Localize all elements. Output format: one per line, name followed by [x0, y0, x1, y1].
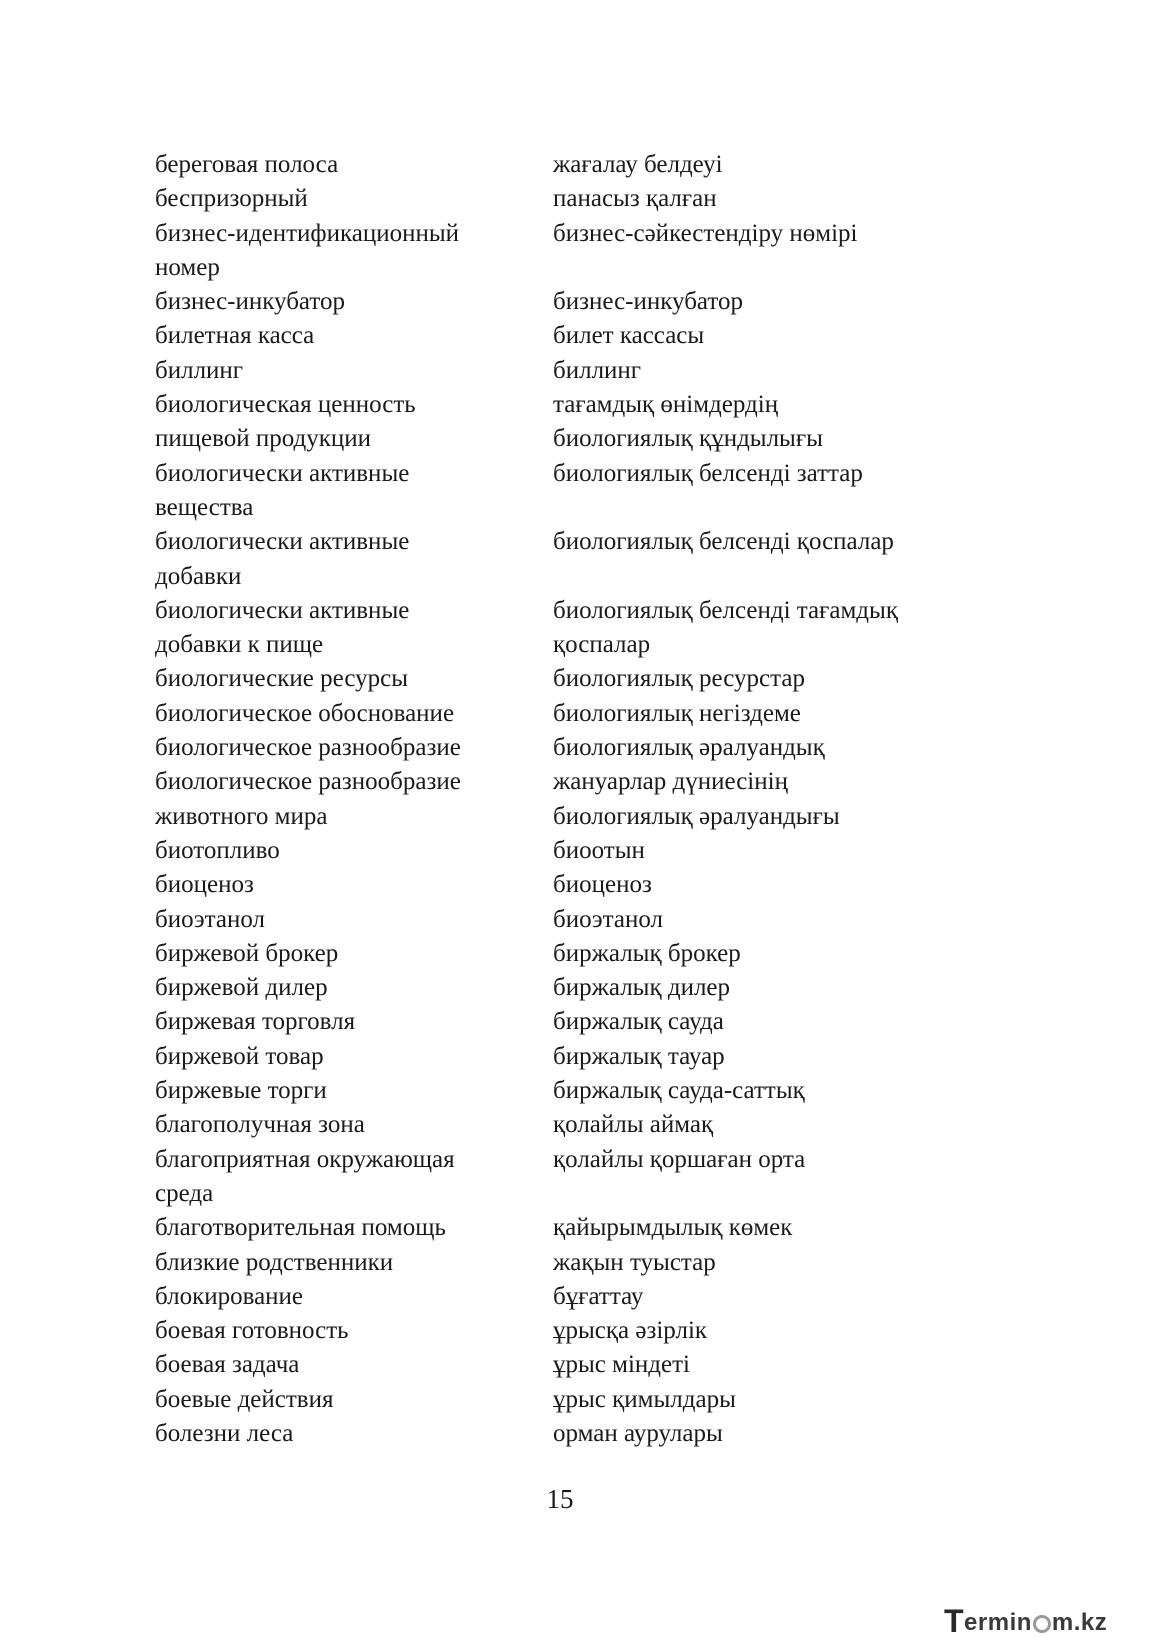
glossary-entry [155, 1348, 975, 1382]
glossary-entry [155, 525, 975, 594]
glossary-entry [155, 971, 975, 1005]
glossary-entry [155, 1417, 975, 1451]
term-russian: боевая готовность [155, 1317, 349, 1345]
term-kazakh: ұрыс міндеті [553, 1351, 690, 1379]
term-kazakh: биржалық сауда [553, 1008, 724, 1036]
watermark-lead-letter: T [944, 1603, 965, 1639]
glossary-entry [155, 765, 975, 834]
glossary-entry [155, 1005, 975, 1039]
term-kazakh: бизнес-инкубатор [553, 288, 743, 316]
term-russian: билетная касса [155, 322, 315, 350]
glossary-entry [155, 182, 975, 216]
glossary-entry [155, 1040, 975, 1074]
glossary-entry [155, 868, 975, 902]
glossary-entry [155, 594, 975, 663]
term-kazakh: биологиялық негіздеме [553, 699, 801, 727]
term-russian: биологическое разнообразие животного мира [155, 768, 461, 830]
term-kazakh: қайырымдылық көмек [553, 1214, 793, 1242]
glossary-entry [155, 1280, 975, 1314]
term-kazakh: биоотын [553, 836, 645, 864]
glossary-entry [155, 354, 975, 388]
term-kazakh: биологиялық белсенді тағамдық қоспалар [553, 596, 898, 659]
glossary-entry [155, 1074, 975, 1108]
term-russian: благотворительная помощь [155, 1214, 446, 1242]
term-russian: биологическое обоснование [155, 699, 455, 727]
term-russian: биржевая торговля [155, 1008, 356, 1036]
term-russian: биологическая ценность пищевой продукции [155, 391, 416, 453]
glossary-entry [155, 1314, 975, 1348]
term-russian: боевая задача [155, 1351, 300, 1379]
page-number: 15 [546, 1484, 574, 1514]
term-russian: береговая полоса [155, 151, 339, 178]
term-kazakh: жақын туыстар [553, 1248, 716, 1276]
term-kazakh: билет кассасы [553, 322, 705, 350]
glossary-entry [155, 217, 975, 286]
term-russian: беспризорный [155, 185, 308, 213]
term-russian: бизнес-идентификационный номер [155, 219, 460, 281]
term-russian: биологически активные добавки [155, 528, 410, 590]
glossary-entry [155, 319, 975, 353]
term-russian: биоэтанол [155, 905, 265, 933]
term-kazakh: биологиялық әралуандық [553, 734, 825, 762]
glossary-entry [155, 1383, 975, 1417]
term-russian: бизнес-инкубатор [155, 288, 345, 316]
term-kazakh: қолайлы қоршаған орта [553, 1145, 806, 1173]
glossary-entry [155, 1246, 975, 1280]
term-kazakh: ұрысқа әзірлік [553, 1317, 708, 1345]
glossary-entry [155, 148, 975, 182]
term-russian: биоценоз [155, 871, 254, 899]
glossary-entry [155, 285, 975, 319]
term-kazakh: биржалық тауар [553, 1042, 725, 1070]
term-russian: биологически активные добавки к пище [155, 596, 410, 659]
term-kazakh: биологиялық белсенді заттар [553, 459, 863, 487]
term-kazakh: биоэтанол [553, 905, 663, 933]
term-russian: биологическое разнообразие [155, 734, 461, 762]
term-russian: биллинг [155, 356, 244, 384]
term-russian: боевые действия [155, 1385, 334, 1413]
term-kazakh: бизнес-сәйкестендіру нөмірі [553, 219, 858, 247]
term-russian: биржевой дилер [155, 974, 328, 1002]
term-russian: болезни леса [155, 1419, 294, 1447]
term-russian: блокирование [155, 1282, 304, 1310]
glossary-entry [155, 1108, 975, 1142]
glossary-entry [155, 731, 975, 765]
glossary-entry [155, 662, 975, 696]
term-kazakh: биоценоз [553, 871, 652, 899]
glossary-entry [155, 937, 975, 971]
term-russian: биологически активные вещества [155, 459, 410, 521]
term-kazakh: панасыз қалған [553, 185, 717, 213]
term-kazakh: орман аурулары [553, 1419, 723, 1447]
glossary-entry [155, 1143, 975, 1212]
term-kazakh: биллинг [553, 356, 642, 384]
term-kazakh: биржалық дилер [553, 974, 731, 1002]
term-kazakh: биржалық сауда-саттық [553, 1077, 805, 1105]
term-kazakh: биологиялық ресурстар [553, 665, 805, 693]
term-kazakh: бұғаттау [553, 1282, 644, 1310]
term-kazakh: жағалау белдеуі [553, 151, 723, 178]
glossary-entry [155, 457, 975, 526]
term-russian: близкие родственники [155, 1248, 394, 1276]
watermark-text-part2: m.kz [1051, 1609, 1108, 1636]
term-russian: биржевые торги [155, 1077, 327, 1105]
glossary-entry [155, 1211, 975, 1245]
glossary-list [155, 148, 975, 1451]
term-kazakh: ұрыс қимылдары [553, 1385, 736, 1413]
term-russian: биржевой брокер [155, 939, 339, 967]
glossary-entry [155, 388, 975, 457]
glossary-entry [155, 697, 975, 731]
term-kazakh: тағамдық өнімдердің биологиялық құндылығы [553, 391, 823, 453]
term-russian: благоприятная окружающая среда [155, 1145, 455, 1207]
term-kazakh: қолайлы аймақ [553, 1111, 714, 1139]
term-russian: биржевой товар [155, 1042, 324, 1070]
term-russian: благополучная зона [155, 1111, 365, 1139]
term-kazakh: биржалық брокер [553, 939, 741, 967]
glossary-entry [155, 903, 975, 937]
term-kazakh: биологиялық белсенді қоспалар [553, 528, 894, 556]
term-russian: биотопливо [155, 836, 280, 864]
term-russian: биологические ресурсы [155, 665, 409, 693]
glossary-entry [155, 834, 975, 868]
magnifier-icon [1033, 1615, 1051, 1633]
termincom-watermark [944, 1605, 1107, 1637]
watermark-text-part1: ermin [964, 1609, 1032, 1636]
term-kazakh: жануарлар дүниесінің биологиялық әралуандығы [553, 768, 840, 830]
